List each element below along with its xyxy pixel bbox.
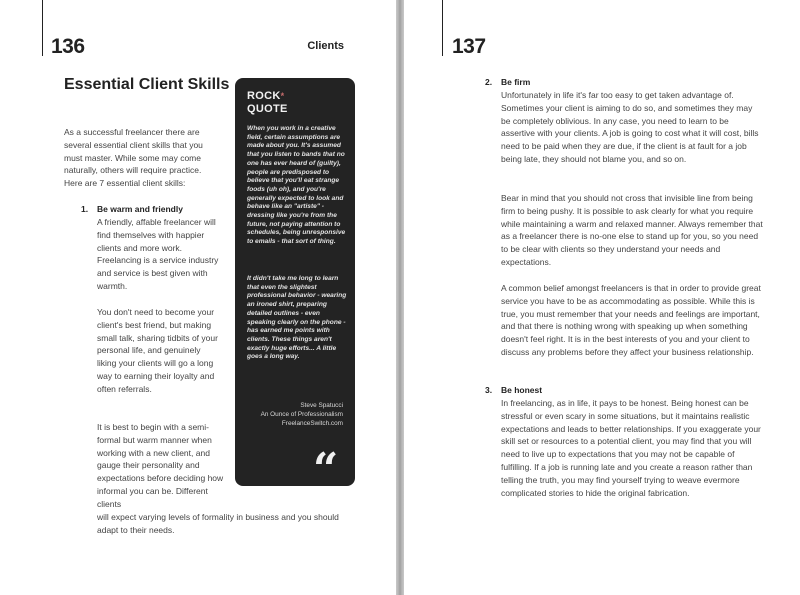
quote-mark-icon: “ xyxy=(313,444,339,495)
right-page-number: 137 xyxy=(452,35,486,58)
rock-quote-author: Steve Spatucci xyxy=(300,402,343,409)
item-2-number: 2. xyxy=(485,77,493,87)
right-page xyxy=(404,0,800,595)
item-1-title: Be warm and friendly xyxy=(97,204,183,214)
item-1-paragraph-2: You don't need to become your client's best friend, but making small talk, sharing tidbits of your personal life, and genuinely liking your clients will go a long way to earning their loyalty and often referrals. xyxy=(97,307,218,394)
left-page-number: 136 xyxy=(51,35,85,58)
item-2-paragraph-1: Unfortunately in life it's far too easy to get taken advantage of. Sometimes your client is aiming to do so, and sometimes they may be completely oblivious. In any case, you need to learn to be assertive with your clients. A job is going to cost what it will cost, bills need to be paid when they are due, if the client is at fault for a job being late, they should not blame you, and so on. xyxy=(501,90,759,164)
page-margin-rule xyxy=(42,0,43,56)
item-1-number: 1. xyxy=(81,204,89,214)
section-title: Essential Client Skills xyxy=(64,76,230,93)
page-margin-rule xyxy=(442,0,443,56)
item-1-paragraph-3: It is best to begin with a semi-formal but warm manner when working with a new client, and gauge their personality and expectations before deciding how informal you can be. Different clients xyxy=(97,422,224,509)
rock-quote-heading-line-1: ROCK xyxy=(247,90,281,102)
item-3-paragraph-1: In freelancing, as in life, it pays to be honest. Being honest can be stressful or even scary in some situations, but it maintains realistic expectations and leads to better relationships. If you exaggerate your skill set or resources to a potential client, you may find that you will need to live up to expectations that you may not be capable of fulfilling. If a job is running late and you create a reason rather than telling the truth, you may find yourself trying to weave evermore complicated stories to hide the original fabrication. xyxy=(501,398,761,498)
item-2-heading xyxy=(485,76,530,89)
rock-quote-text-2: It didn't take me long to learn that even the slightest professional behavior - wearing an ironed shirt, preparing detailed outlines - even speaking clearly on the phone - has earned me points with clients. These things aren't exactly huge efforts... A little goes a long way. xyxy=(247,275,347,361)
item-2-title: Be firm xyxy=(501,77,531,87)
rock-quote-heading-line-2: QUOTE xyxy=(247,103,288,115)
rock-quote-site: FreelanceSwitch.com xyxy=(281,420,343,427)
left-page xyxy=(0,0,396,595)
chapter-title: Clients xyxy=(307,40,344,52)
book-gutter xyxy=(396,0,404,595)
item-1-paragraph-1: A friendly, affable freelancer will find themselves with happier clients and more work. Freelancing is a service industry and service is best given with warmth. xyxy=(97,217,219,291)
intro-paragraph: As a successful freelancer there are several essential client skills that you must master. While some may come naturally, others will require practice. Here are 7 essential client skills: xyxy=(64,127,203,189)
rock-quote-heading xyxy=(247,90,288,116)
rock-quote-star: * xyxy=(280,91,285,101)
rock-quote-box xyxy=(235,78,355,495)
rock-quote-text-1: When you work in a creative field, certain assumptions are made about you. It's assumed that you listen to bands that no one has ever heard of (guilty), people are predisposed to believe that you'll eat strange foods (uh oh), and you're generally expected to look and behave like an "artiste" - dressing like you're from the future, not paying attention to schedules, being unresponsive to emails - that sort of thing. xyxy=(247,125,346,246)
item-3-title: Be honest xyxy=(501,385,543,395)
item-3-number: 3. xyxy=(485,385,493,395)
item-2-paragraph-2: Bear in mind that you should not cross that invisible line from being firm to being pushy. It is possible to ask clearly for what you require while maintaining a warm and relaxed manner. Always remember that as a freelancer there is no-one else to stand up for you, so you need to be clear with clients so they understand your needs and expectations. xyxy=(501,193,763,267)
item-3-heading xyxy=(485,384,542,397)
item-1-paragraph-3-continued: will expect varying levels of formality in business and you should adapt to their needs. xyxy=(97,512,339,535)
rock-quote-source: An Ounce of Professionalism xyxy=(260,411,343,418)
item-1-heading xyxy=(81,203,183,216)
item-2-paragraph-3: A common belief amongst freelancers is that in order to provide great service you have to be as accommodating as possible. While this is true, you must remember that your needs and feelings are important, and that there is nothing wrong with speaking up when something doesn't feel right. It is in the best interests of you and your client to discuss any problems before they affect your business relationship. xyxy=(501,283,761,357)
rock-quote-attribution xyxy=(261,401,343,428)
